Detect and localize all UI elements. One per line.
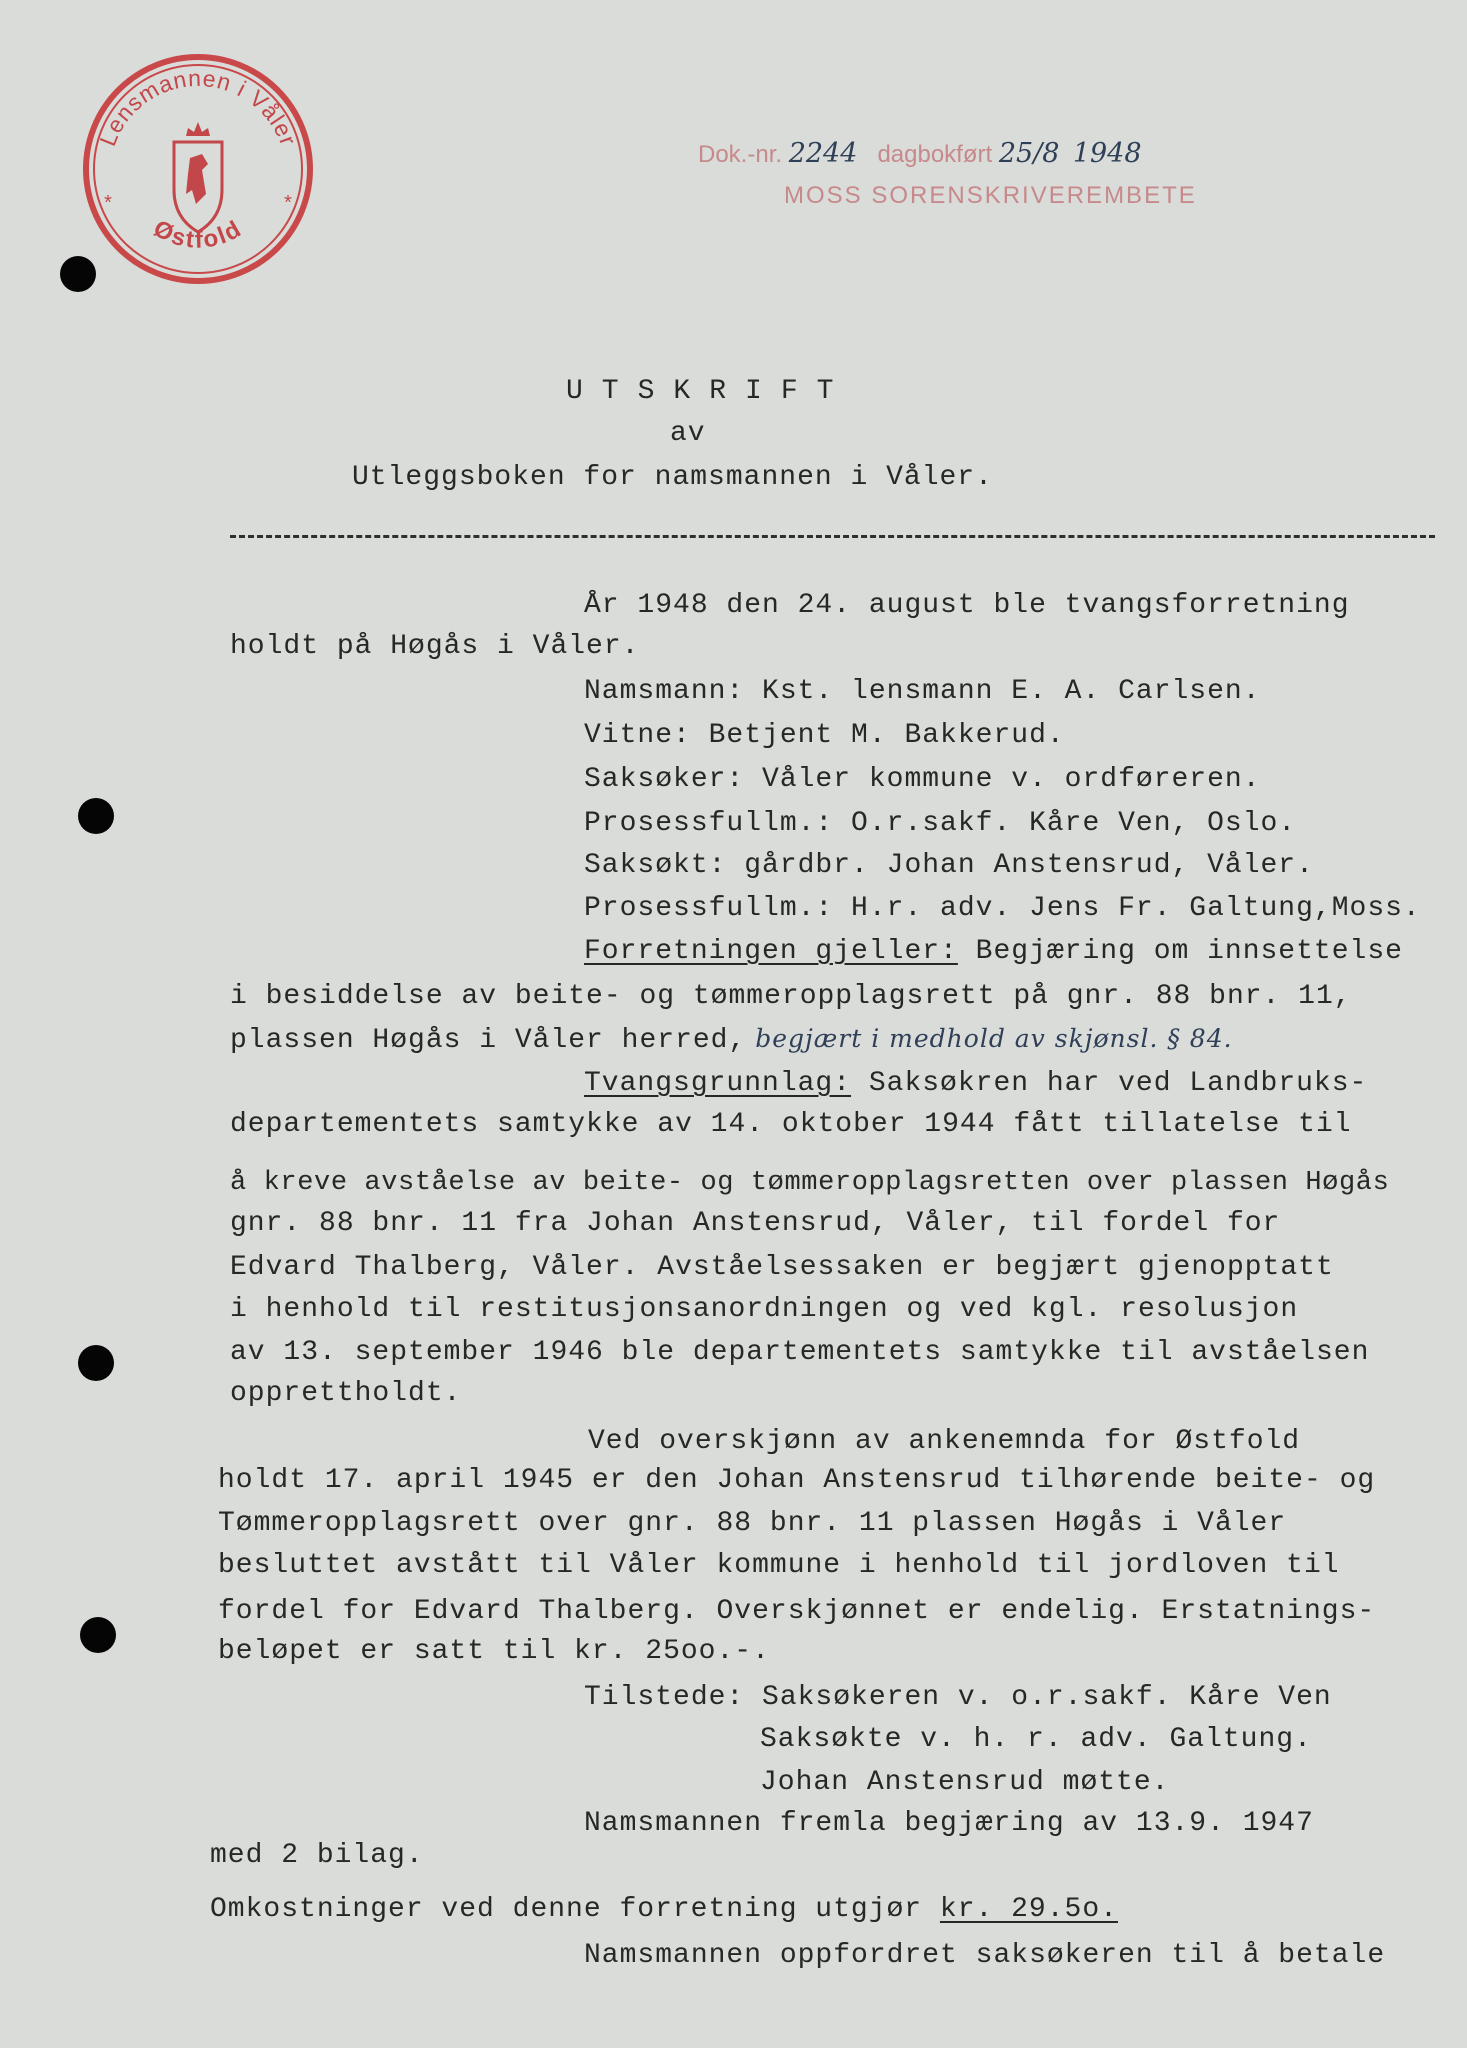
body-line: med 2 bilag.	[210, 1840, 424, 1871]
body-line: å kreve avståelse av beite- og tømmeropplagsretten over plassen Høgås	[230, 1168, 1390, 1198]
stamp-doc-label: Dok.-nr.	[698, 141, 783, 168]
stamp-date-value: 25/8	[998, 138, 1060, 169]
body-text: Saksøkren har ved Landbruks-	[851, 1068, 1368, 1099]
body-line	[584, 938, 1403, 966]
body-text: plassen Høgås i Våler herred,	[230, 1025, 747, 1056]
seal-top-text: Lensmannen i Våler	[94, 64, 302, 150]
body-text: Begjæring om innsettelse	[957, 936, 1403, 967]
section-label: Tvangsgrunnlag:	[584, 1068, 852, 1099]
document-subtitle: av	[670, 418, 706, 449]
body-line: Tilstede: Saksøkeren v. o.r.sakf. Kåre Ven	[584, 1682, 1332, 1713]
body-line: Edvard Thalberg, Våler. Avståelsessaken er begjært gjenopptatt	[230, 1252, 1334, 1283]
heading-divider	[230, 535, 1435, 538]
body-line: fordel for Edvard Thalberg. Overskjønnet er endelig. Erstatnings-	[218, 1596, 1376, 1627]
body-line: i henhold til restitusjonsanordningen og ved kgl. resolusjon	[230, 1294, 1299, 1325]
body-line: Namsmannen oppfordret saksøkeren til å betale	[584, 1940, 1386, 1971]
body-line	[584, 1070, 1367, 1098]
body-line: holdt på Høgås i Våler.	[230, 631, 640, 662]
body-line: holdt 17. april 1945 er den Johan Anstensrud tilhørende beite- og	[218, 1465, 1376, 1496]
registry-stamp	[698, 138, 1298, 238]
body-line: Johan Anstensrud møtte.	[760, 1767, 1170, 1798]
coat-of-arms-icon	[174, 122, 222, 232]
body-line: Prosessfullm.: O.r.sakf. Kåre Ven, Oslo.	[584, 808, 1297, 839]
seal-star-icon: *	[282, 194, 295, 217]
body-line: beløpet er satt til kr. 25oo.-.	[218, 1636, 770, 1667]
body-line: Namsmann: Kst. lensmann E. A. Carlsen.	[584, 676, 1261, 707]
body-line: Saksøker: Våler kommune v. ordføreren.	[584, 764, 1261, 795]
body-line: opprettholdt.	[230, 1378, 462, 1409]
lensmann-seal-stamp	[68, 44, 328, 294]
stamp-year: 1948	[1072, 138, 1142, 169]
body-line: av 13. september 1946 ble departementets samtykke til avståelsen	[230, 1337, 1370, 1368]
seal-bottom-text: Østfold	[148, 214, 248, 254]
document-heading-line: Utleggsboken for namsmannen i Våler.	[352, 462, 993, 493]
stamp-office: MOSS SORENSKRIVEREMBETE	[784, 182, 1197, 209]
body-line: Namsmannen fremla begjæring av 13.9. 1947	[584, 1808, 1314, 1839]
body-line	[210, 1896, 1118, 1924]
body-line: Prosessfullm.: H.r. adv. Jens Fr. Galtung,Moss.	[584, 893, 1421, 924]
seal-star-icon: *	[102, 194, 115, 217]
handwritten-insertion: begjært i medhold av skjønsl. § 84.	[746, 1024, 1233, 1053]
punch-hole	[80, 1617, 116, 1653]
cost-amount: kr. 29.5o.	[939, 1894, 1118, 1925]
body-line: Saksøkte v. h. r. adv. Galtung.	[760, 1724, 1312, 1755]
punch-hole	[78, 1345, 114, 1381]
stamp-date-label: dagbokført	[877, 141, 993, 168]
body-line: Ved overskjønn av ankenemnda for Østfold	[588, 1426, 1301, 1457]
body-text: Omkostninger ved denne forretning utgjør	[210, 1894, 940, 1925]
stamp-row-doc	[698, 138, 1142, 169]
body-line: gnr. 88 bnr. 11 fra Johan Anstensrud, Våler, til fordel for	[230, 1208, 1281, 1239]
section-label: Forretningen gjeller:	[584, 936, 958, 967]
body-line: Vitne: Betjent M. Bakkerud.	[584, 720, 1065, 751]
stamp-doc-number: 2244	[788, 138, 858, 169]
body-line: besluttet avstått til Våler kommune i henhold til jordloven til	[218, 1550, 1340, 1581]
body-line	[230, 1026, 1233, 1055]
punch-hole	[78, 798, 114, 834]
body-line: Tømmeropplagsrett over gnr. 88 bnr. 11 plassen Høgås i Våler	[218, 1508, 1287, 1539]
document-title: UTSKRIFT	[566, 376, 853, 407]
body-line: departementets samtykke av 14. oktober 1944 fått tillatelse til	[230, 1109, 1352, 1140]
body-line: Saksøkt: gårdbr. Johan Anstensrud, Våler.	[584, 850, 1314, 881]
body-line: År 1948 den 24. august ble tvangsforretning	[584, 590, 1350, 621]
body-line: i besiddelse av beite- og tømmeropplagsrett på gnr. 88 bnr. 11,	[230, 981, 1352, 1012]
